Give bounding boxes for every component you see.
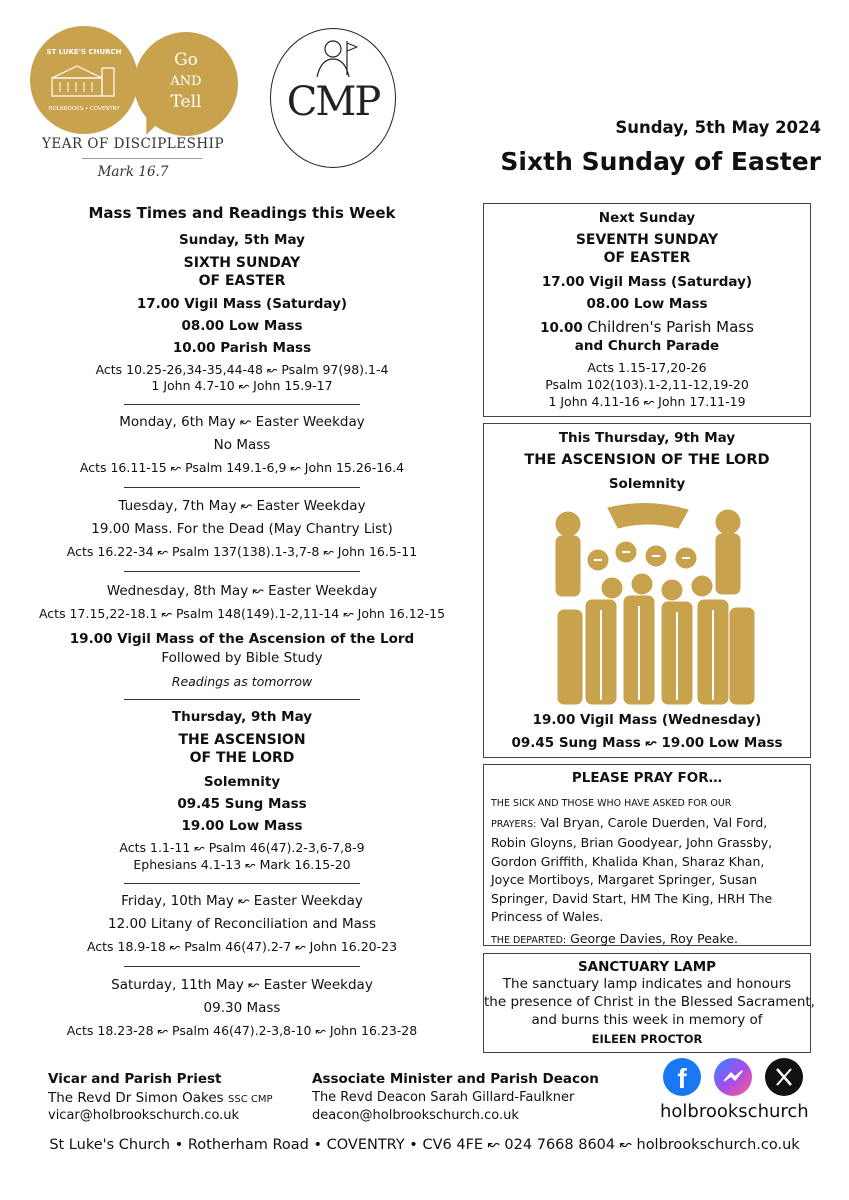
vicar-role: Vicar and Parish Priest xyxy=(48,1071,222,1087)
next-sunday-label: Next Sunday xyxy=(598,210,696,226)
thursday-mass-2: 19.00 Low Mass xyxy=(181,818,303,834)
ascension-artwork xyxy=(538,500,758,706)
wednesday-readings-note: Readings as tomorrow xyxy=(171,674,313,689)
schedule-heading: Mass Times and Readings this Week xyxy=(88,204,396,222)
next-sunday-feast-1: SEVENTH SUNDAY xyxy=(575,232,719,248)
deacon-email[interactable]: deacon@holbrookschurch.co.uk xyxy=(312,1108,519,1123)
ascension-rank: Solemnity xyxy=(608,476,686,492)
seal-name: ST LUKE'S CHURCH xyxy=(46,48,122,56)
lamp-name: EILEEN PROCTOR xyxy=(591,1032,703,1046)
sick-lead-2: PRAYERS: xyxy=(491,818,537,830)
sunday-mass-1: 17.00 Vigil Mass (Saturday) xyxy=(136,296,348,312)
prayer-names-2: Robin Gloyns, Brian Goodyear, John Grassby, xyxy=(491,835,773,850)
next-sunday-readings-3: 1 John 4.11-16 ↜ John 17.11-19 xyxy=(548,394,746,409)
ascension-label: This Thursday, 9th May xyxy=(558,430,736,446)
service-date: Sunday, 5th May 2024 xyxy=(615,118,821,137)
divider xyxy=(124,699,360,700)
next-sunday-mass-2: 08.00 Low Mass xyxy=(586,296,708,312)
prayer-names-3: Gordon Griffith, Khalida Khan, Sharaz Khan, xyxy=(491,853,765,869)
wednesday-readings: Acts 17.15,22-18.1 ↜ Psalm 148(149).1-2,11-14 ↜ John 16.12-15 xyxy=(38,606,446,621)
lamp-line-3: and burns this week in memory of xyxy=(531,1012,763,1028)
saturday-mass: 09.30 Mass xyxy=(203,1000,281,1016)
sunday-readings-1: Acts 10.25-26,34-35,44-48 ↜ Psalm 97(98).1-4 xyxy=(95,362,389,377)
tuesday-mass: 19.00 Mass. For the Dead (May Chantry List) xyxy=(91,521,393,537)
sunday-mass-2: 08.00 Low Mass xyxy=(181,318,303,334)
divider xyxy=(124,571,360,572)
departed-lead: THE DEPARTED: xyxy=(491,934,567,946)
year-of-discipleship: YEAR OF DISCIPLESHIP xyxy=(41,136,225,152)
lamp-title: SANCTUARY LAMP xyxy=(577,959,717,975)
sunday-readings-2: 1 John 4.7-10 ↜ John 15.9-17 xyxy=(151,378,333,393)
social-handle[interactable]: holbrookschurch xyxy=(660,1101,809,1122)
divider xyxy=(124,883,360,884)
x-logo-icon xyxy=(765,1058,803,1096)
saturday-readings: Acts 18.23-28 ↜ Psalm 46(47).2-3,8-10 ↜ John 16.23-28 xyxy=(66,1023,418,1038)
next-sunday-mass-3 xyxy=(484,318,810,336)
prayer-title: PLEASE PRAY FOR… xyxy=(571,770,723,786)
sick-lead-1: THE SICK AND THOSE WHO HAVE ASKED FOR OUR xyxy=(491,798,732,809)
mass-3-time: 10.00 xyxy=(540,320,583,336)
ascension-mass-1: 19.00 Vigil Mass (Wednesday) xyxy=(532,712,762,728)
wednesday-mass: 19.00 Vigil Mass of the Ascension of the Lord xyxy=(69,631,415,647)
sanctuary-lamp-box xyxy=(483,953,815,1053)
ascension-title: THE ASCENSION OF THE LORD xyxy=(524,452,770,468)
next-sunday-readings-1: Acts 1.15-17,20-26 xyxy=(587,360,707,375)
thursday-date: Thursday, 9th May xyxy=(171,709,313,725)
vicar-suffix: SSC CMP xyxy=(228,1094,273,1105)
address-line: St Luke's Church • Rotherham Road • COVENTRY • CV6 4FE ↜ 024 7668 8604 ↜ holbrookschurch.co.uk xyxy=(49,1137,800,1153)
bubble-go: Go xyxy=(174,50,198,70)
prayer-names-1: Val Bryan, Carole Duerden, Val Ford, xyxy=(540,814,768,830)
ascension-mass-2: 09.45 Sung Mass ↜ 19.00 Low Mass xyxy=(511,735,783,751)
next-sunday-mass-3b: and Church Parade xyxy=(574,338,720,354)
x-icon[interactable] xyxy=(765,1058,803,1096)
prayer-names-6: Princess of Wales. xyxy=(491,909,604,924)
sunday-date: Sunday, 5th May xyxy=(179,232,305,248)
wednesday-note: Followed by Bible Study xyxy=(161,650,323,666)
messenger-icon[interactable] xyxy=(714,1058,752,1096)
thursday-rank: Solemnity xyxy=(203,774,281,790)
friday-readings: Acts 18.9-18 ↜ Psalm 46(47).2-7 ↜ John 16.20-23 xyxy=(86,939,398,954)
prayer-box xyxy=(483,764,811,946)
facebook-icon[interactable]: f xyxy=(663,1058,701,1096)
prayer-names-4: Joyce Mortiboys, Margaret Springer, Susan xyxy=(491,872,758,887)
divider xyxy=(124,404,360,405)
thursday-feast-1: THE ASCENSION xyxy=(178,732,306,748)
bubble-and: AND xyxy=(170,74,202,89)
lamp-line-1: The sanctuary lamp indicates and honours xyxy=(502,976,792,992)
next-sunday-feast-2: OF EASTER xyxy=(603,250,691,266)
wednesday-date: Wednesday, 8th May ↜ Easter Weekday xyxy=(106,583,378,599)
cmp-letters: CMP xyxy=(286,79,380,125)
divider xyxy=(124,966,360,967)
page-title: Sixth Sunday of Easter xyxy=(500,147,821,176)
tuesday-date: Tuesday, 7th May ↜ Easter Weekday xyxy=(118,498,366,514)
friday-date: Friday, 10th May ↜ Easter Weekday xyxy=(121,893,363,909)
divider xyxy=(124,487,360,488)
thursday-readings-1: Acts 1.1-11 ↜ Psalm 46(47).2-3,6-7,8-9 xyxy=(119,840,365,855)
thursday-readings-2: Ephesians 4.1-13 ↜ Mark 16.15-20 xyxy=(133,857,351,872)
sunday-feast-2: OF EASTER xyxy=(198,273,286,289)
monday-readings: Acts 16.11-15 ↜ Psalm 149.1-6,9 ↜ John 15.26-16.4 xyxy=(79,460,405,475)
seal-place: HOLBROOKS • COVENTRY xyxy=(48,106,120,112)
church-building-icon xyxy=(48,60,120,100)
vicar-name-line xyxy=(48,1090,273,1106)
vicar-email[interactable]: vicar@holbrookschurch.co.uk xyxy=(48,1108,240,1123)
saturday-date: Saturday, 11th May ↜ Easter Weekday xyxy=(111,977,373,993)
tuesday-readings: Acts 16.22-34 ↜ Psalm 137(138).1-3,7-8 ↜ John 16.5-11 xyxy=(66,544,418,559)
deacon-role: Associate Minister and Parish Deacon xyxy=(312,1071,599,1087)
logo-rule xyxy=(82,158,202,159)
monday-date: Monday, 6th May ↜ Easter Weekday xyxy=(119,414,365,430)
church-logo xyxy=(22,18,242,188)
sunday-mass-3: 10.00 Parish Mass xyxy=(172,340,312,356)
mass-3-name: Children's Parish Mass xyxy=(587,318,754,336)
next-sunday-readings-2: Psalm 102(103).1-2,11-12,19-20 xyxy=(545,377,749,392)
vicar-name: The Revd Dr Simon Oakes xyxy=(48,1090,224,1106)
messenger-bolt-icon xyxy=(714,1058,752,1096)
bubble-tail xyxy=(139,112,163,139)
week-schedule xyxy=(22,200,462,1050)
deacon-name: The Revd Deacon Sarah Gillard-Faulkner xyxy=(312,1090,575,1105)
departed-line xyxy=(491,930,806,951)
cmp-logo xyxy=(270,28,396,168)
prayer-line-1 xyxy=(491,814,806,835)
thursday-mass-1: 09.45 Sung Mass xyxy=(177,796,307,812)
friday-mass: 12.00 Litany of Reconciliation and Mass xyxy=(107,916,376,932)
monday-mass: No Mass xyxy=(213,437,271,453)
departed-names: George Davies, Roy Peake. xyxy=(570,930,739,946)
prayer-names-5: Springer, David Start, HM The King, HRH The xyxy=(491,890,773,906)
next-sunday-mass-1: 17.00 Vigil Mass (Saturday) xyxy=(541,274,753,290)
prayer-list xyxy=(491,795,806,950)
sunday-feast-1: SIXTH SUNDAY xyxy=(183,255,301,271)
church-seal xyxy=(30,26,138,134)
ascension-box xyxy=(483,423,811,758)
next-sunday-box xyxy=(483,203,811,417)
lamb-icon xyxy=(307,37,359,81)
lamp-line-2: the presence of Christ in the Blessed Sacrament, xyxy=(484,994,815,1010)
thursday-feast-2: OF THE LORD xyxy=(189,750,295,766)
bubble-tell: Tell xyxy=(170,92,202,112)
mark-verse: Mark 16.7 xyxy=(97,164,169,180)
